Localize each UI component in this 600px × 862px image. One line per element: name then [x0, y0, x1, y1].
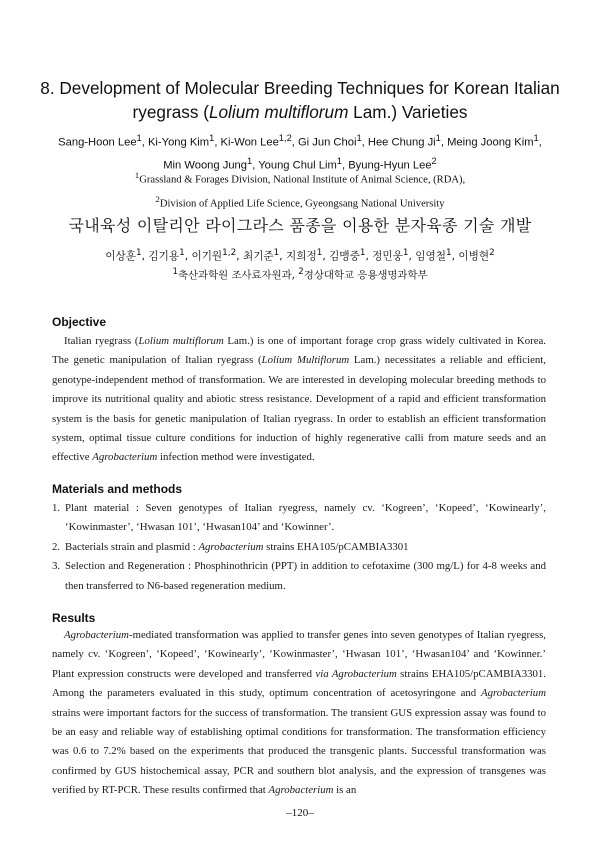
- body-text: strains were important factors for the success of transformation. The transient GUS expression assay was found to be an easy and reliable way of establishing optimal conditions for transformation. The transformation efficiency was 0.6 to 7.2% based on the experiments that produced the transgenic plants. Successful transformation was confirmed by GUS histochemical assay, PCR and southern blot analysis, and the expression of transgenes was verified by RT-PCR. These results confirmed that: [52, 706, 546, 797]
- author-name: 김맹중: [329, 250, 360, 263]
- item-text: Plant material : Seven genotypes of Italian ryegress, namely cv. ‘Kogreen’, ‘Kopeed’, ‘Kowinearly’, ‘Kowinmaster’, ‘Hwasan 101’, ‘Hwasan104’ and ‘Kowinner’.: [65, 502, 546, 534]
- author-affiliation-marker: 1: [445, 248, 452, 258]
- paper-title: [40, 76, 560, 124]
- author-name: 김기용: [148, 250, 180, 263]
- author-affiliation-marker: 1: [179, 248, 185, 258]
- title-line-2: [40, 100, 560, 124]
- author-affiliation-marker: 1: [316, 248, 323, 258]
- korean-author-list: 이상훈$^1$, 김기용$^1$, 이기원$^{1,2}$, 최기준$^1$, 지희정$^1$, 김맹중$^1$, 정민웅$^1$, 임영철$^1$, 이병현$^2$: [105, 248, 495, 263]
- affiliation-marker: 1: [134, 170, 140, 180]
- author-affiliation-marker: 1: [209, 133, 215, 143]
- item-text: Selection and Regeneration : Phosphinothricin (PPT) in addition to cefotaxime (300 mg/L) for 4-8 weeks and then transferred to N6-based regeneration medium.: [65, 560, 546, 592]
- author-affiliation-marker: 1,2: [222, 248, 237, 258]
- title-text: Lam.) Varieties: [348, 102, 468, 122]
- author-affiliation-marker: 1,2: [278, 133, 292, 143]
- methods-item: [52, 557, 546, 596]
- genus-name: Agrobacterium: [481, 687, 546, 700]
- author-name: 정민웅: [372, 250, 403, 263]
- body-text: infection method were investigated.: [157, 451, 315, 464]
- author-name: Ki-Yong Kim: [147, 136, 210, 149]
- body-text: is an: [333, 784, 357, 797]
- species-name: Lolium multiflorum: [138, 335, 224, 347]
- author-name: Gi Jun Choi: [297, 136, 357, 149]
- author-affiliation-marker: 1: [136, 248, 142, 258]
- genus-name: Agrobacterium: [268, 784, 334, 797]
- author-name: 이병현: [458, 250, 490, 263]
- body-text: -mediated transformation was applied to transfer genes into seven genotypes of Italian ryegress, namely cv. ‘Kogreen’, ‘Kopeed’, ‘Kowinearly’, ‘Kowinmaster’, ‘Hwasan 101’, ‘Hwasan104’ and ‘Kowinner.’ Plant expression constructs were developed and transferred: [52, 629, 546, 680]
- results-paragraph: [52, 626, 546, 801]
- author-affiliation-marker: 1: [336, 155, 342, 166]
- author-name: 이상훈: [105, 250, 137, 263]
- body-text: strains EHA105/pCAMBIA3301. Among the parameters evaluated in this study, optimum concentration of acetosyringone and: [52, 667, 546, 700]
- item-italic: Agrobacterium: [198, 540, 264, 553]
- item-text: strains EHA105/pCAMBIA3301: [263, 540, 409, 553]
- author-affiliation-marker: 2: [489, 248, 495, 258]
- author-name: Hee Chung Ji: [367, 136, 436, 149]
- item-number: 1.: [52, 502, 61, 514]
- title-species: Lolium multiflorum: [208, 102, 349, 122]
- affiliation-marker: 2: [155, 193, 160, 204]
- body-text: Italian ryegrass (: [64, 335, 139, 347]
- genus-name: Agrobacterium: [64, 629, 129, 641]
- author-name: Meing Joong Kim: [447, 136, 534, 149]
- page-number: –120–: [286, 807, 314, 819]
- section-heading-methods: Materials and methods: [52, 482, 183, 496]
- item-number: 3.: [52, 560, 61, 573]
- methods-list: [52, 499, 546, 596]
- author-name: Ki-Won Lee: [220, 136, 279, 149]
- korean-title: 국내육성 이탈리안 라이그라스 품종을 이용한 분자육종 기술 개발: [68, 216, 532, 235]
- body-text: Lam.) necessitates a reliable and efficient, genotype-independent method of transformation. We are interested in developing molecular breeding methods to improve its nutritional quality and abiotic stress resistance. Development of a rapid and efficient transformation system is the basis for genetic manipulation of Italian ryegrass. In order to establish an efficient transformation system, optimal tissue culture conditions for induction of highly regenerative calli from mature seeds and an effective: [52, 354, 546, 464]
- methods-item: [52, 538, 546, 557]
- affiliation-2: [40, 190, 560, 214]
- author-affiliation-marker: 1: [359, 248, 366, 258]
- author-name: Young Chul Lim: [258, 159, 337, 172]
- genus-name: via Agrobacterium: [315, 667, 397, 680]
- author-affiliation-marker: 1: [533, 133, 539, 143]
- author-name: 최기준: [242, 250, 274, 263]
- author-affiliation-marker: 1: [402, 248, 409, 258]
- affiliation-1: [40, 166, 560, 190]
- affiliation-text: 경상대학교 응용생명과학부: [303, 269, 428, 282]
- korean-affiliation: [40, 263, 560, 284]
- author-name: Byung-Hyun Lee: [348, 159, 432, 172]
- author-affiliation-marker: 1: [246, 155, 253, 166]
- author-affiliation-marker: 1: [356, 133, 362, 143]
- item-text: Bacterials strain and plasmid :: [65, 540, 199, 553]
- item-number: 2.: [52, 540, 61, 553]
- body-text: Lam.) is one of important forage crop grass widely cultivated in Korea. The genetic manipulation of Italian ryegrass (: [52, 335, 546, 367]
- author-list: Sang-Hoon Lee$^1$, Ki-Yong Kim$^1$, Ki-Won Lee$^{1,2}$, Gi Jun Choi$^1$, Hee Chung Ji$^1$, Meing Joong Kim$^1$, Min Woong Jung$^1$, Young Chul Lim$^1$, Byung-Hyun Lee$^2$: [58, 133, 542, 172]
- affiliation-text: Division of Applied Life Science, Gyeongsang National University: [159, 198, 445, 210]
- affiliation-marker: 2: [298, 267, 304, 277]
- genus-name: Agrobacterium: [92, 451, 158, 464]
- affiliation-list: [40, 166, 560, 213]
- section-heading-objective: Objective: [52, 315, 107, 329]
- author-name: 지희정: [286, 250, 317, 263]
- affiliation-text: Grassland & Forages Division, National Institute of Animal Science, (RDA),: [139, 174, 466, 186]
- author-name: 임영철: [415, 250, 446, 263]
- author-affiliation-marker: 1: [435, 133, 441, 143]
- methods-item: [52, 499, 546, 538]
- author-affiliation-marker: 2: [431, 155, 437, 166]
- author-affiliation-marker: 1: [136, 133, 142, 143]
- title-text: ryegrass (: [132, 102, 209, 122]
- species-name: Lolium Multiflorum: [261, 354, 350, 367]
- affiliation-marker: 1: [172, 267, 178, 277]
- author-name: Min Woong Jung: [163, 159, 247, 172]
- section-heading-results: Results: [52, 611, 96, 625]
- objective-paragraph: [52, 332, 546, 468]
- affiliation-text: 축산과학원 조사료자원과,: [177, 269, 299, 282]
- author-name: 이기원: [191, 250, 223, 263]
- author-name: Sang-Hoon Lee: [58, 136, 137, 149]
- author-affiliation-marker: 1: [273, 248, 280, 258]
- title-line-1: 8. Development of Molecular Breeding Techniques for Korean Italian: [40, 78, 560, 98]
